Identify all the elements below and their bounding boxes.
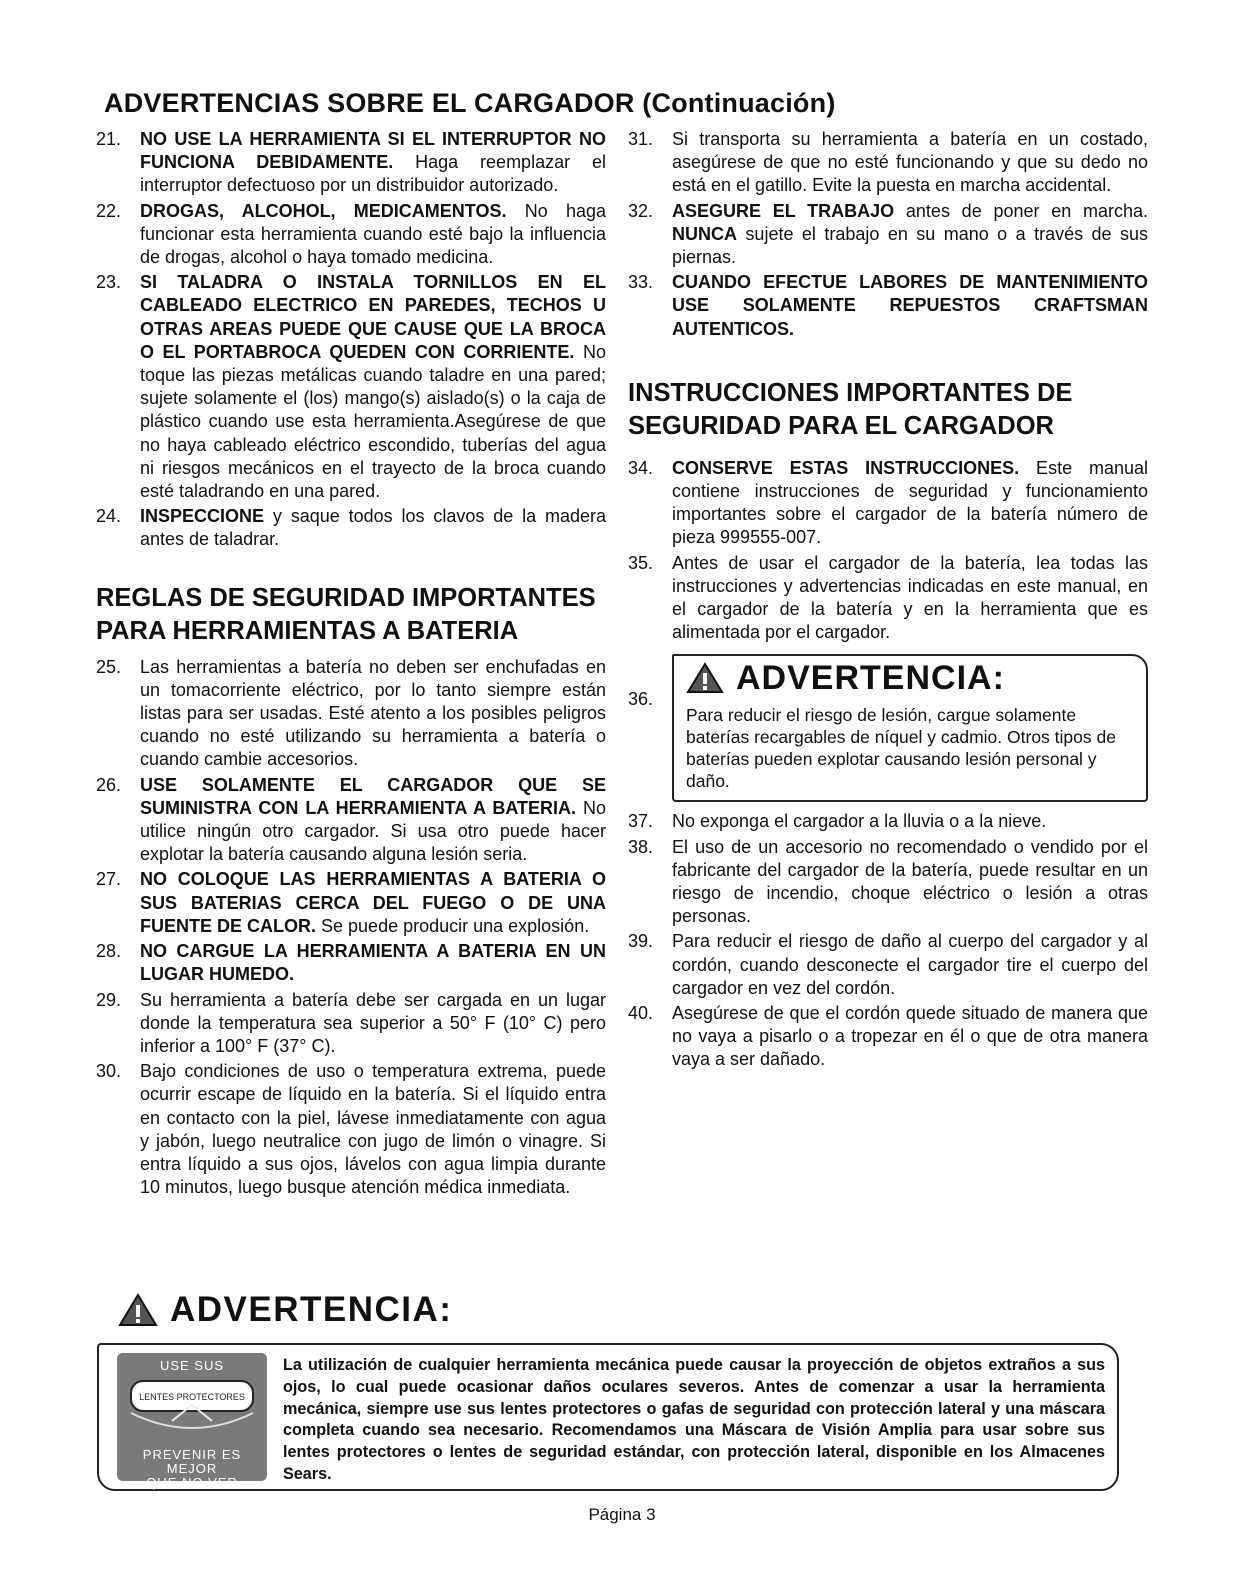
item-number: 27. (96, 869, 122, 890)
list-item (628, 457, 1148, 550)
page-number: Página 3 (588, 1505, 656, 1524)
item-text: Asegúrese de que el cordón quede situado de manera que no vaya a pisarlo o a tropezar en él o que de otra manera vaya a ser dañado. (672, 1003, 1148, 1070)
item-number: 35. (628, 552, 654, 573)
warning-triangle-icon (118, 1293, 158, 1327)
item-number: 29. (96, 989, 122, 1010)
bottom-warning-box (97, 1343, 1119, 1491)
item-text: Bajo condiciones de uso o temperatura extrema, puede ocurrir escape de líquido en la batería. Si el líquido entra en contacto con la piel, lávese inmediatamente con agua y jabón, luego neutralice con jugo de limón o vinagre. Si entra líquido a sus ojos, lávelos con agua limpia durante 10 minutos, luego busque atención médica inmediata. (140, 1061, 606, 1198)
list-item (628, 128, 1148, 198)
item-number: 30. (96, 1061, 122, 1082)
list-item (628, 271, 1148, 341)
item-text: Para reducir el riesgo de daño al cuerpo del cargador y al cordón, cuando desconecte el cargador tire el cuerpo del cargador en vez del cordón. (672, 931, 1148, 998)
item-bold-2: NUNCA (672, 223, 737, 244)
item-text: Si transporta su herramienta a batería en un costado, asegúrese de que no esté funcionando y que su dedo no está en el gatillo. Evite la puesta en marcha accidental. (672, 129, 1148, 196)
item-number: 40. (628, 1003, 654, 1024)
right-column (628, 128, 1148, 1074)
item-number: 32. (628, 200, 654, 221)
image-caption-bottom-2: QUE NO VER (146, 1475, 238, 1490)
item-text: Antes de usar el cargador de la batería, lea todas las instrucciones y advertencias indicadas en este manual, en el cargador de la batería y en la herramienta que es alimentada por el cargador. (672, 552, 1148, 643)
item-number: 22. (96, 200, 122, 221)
page-title: ADVERTENCIAS SOBRE EL CARGADOR (Continuación) (104, 88, 836, 118)
item-number: 31. (628, 129, 654, 149)
item-number: 25. (96, 656, 122, 677)
item-text: antes de poner en marcha. (894, 200, 1148, 221)
warning-box (672, 654, 1148, 802)
item-text: Se puede producir una explosión. (316, 915, 590, 936)
list-item (96, 1060, 606, 1199)
image-caption-band: LENTES PROTECTORES (139, 1392, 245, 1402)
list-item (628, 200, 1148, 270)
list-item (628, 810, 1148, 833)
list-item (96, 774, 606, 867)
item-bold: NO CARGUE LA HERRAMIENTA A BATERIA EN UN LUGAR HUMEDO. (140, 941, 606, 985)
item-bold: USE SOLAMENTE EL CARGADOR QUE SE SUMINISTRA CON LA HERRAMIENTA A BATERIA. (140, 774, 606, 818)
item-bold: CONSERVE ESTAS INSTRUCCIONES. (672, 457, 1020, 478)
list-item (96, 271, 606, 503)
bottom-warning-title: ADVERTENCIA: (170, 1290, 453, 1329)
item-number: 23. (96, 272, 122, 293)
warning-text: Para reducir el riesgo de lesión, cargue solamente baterías recargables de níquel y cadmio. Otros tipos de baterías pueden explotar causando lesión personal y daño. (686, 705, 1116, 792)
list-item (96, 200, 606, 270)
item-text: y saque todos los clavos de la madera antes de taladrar. (140, 506, 606, 550)
item-text: Su herramienta a batería debe ser cargada en un lugar donde la temperatura sea superior a 50° F (10° C) pero inferior a 100° F (37° C). (140, 989, 606, 1056)
item-bold: NO COLOQUE LAS HERRAMIENTAS A BATERIA O SUS BATERIAS CERCA DEL FUEGO O DE UNA FUENTE DE CALOR. (140, 869, 606, 936)
safety-glasses-icon (117, 1373, 267, 1443)
item-bold: NO USE LA HERRAMIENTA SI EL INTERRUPTOR NO FUNCIONA DEBIDAMENTE. (140, 129, 606, 173)
item-text: No haga funcionar esta herramienta cuando esté bajo la influencia de drogas, alcohol o haya tomado medicina. (140, 200, 606, 268)
item-text-2: sujete el trabajo en su mano o a través de sus piernas. (672, 223, 1148, 268)
warning-item (628, 654, 1148, 802)
left-column (96, 128, 606, 1201)
item-number: 21. (96, 129, 122, 149)
item-number: 38. (628, 836, 654, 857)
list-item (96, 940, 606, 986)
item-bold: ASEGURE EL TRABAJO (672, 200, 895, 221)
item-number: 34. (628, 457, 654, 478)
item-text: El uso de un accesorio no recomendado o vendido por el fabricante del cargador de la batería, puede resultar en un riesgo de incendio, choque eléctrico o lesión a otras personas. (672, 836, 1148, 927)
list-item (96, 128, 606, 198)
list-item (628, 930, 1148, 1000)
bottom-warning-text: La utilización de cualquier herramienta mecánica puede causar la proyección de objetos extraños a sus ojos, lo cual puede ocasionar daños oculares severos. Antes de comenzar a usar la herramienta mecánica, siempre use sus lentes protectores o gafas de seguridad con protección lateral y una máscara completa cuando sea necesario. Recomendamos una Máscara de Visión Amplia para usar sobre sus lentes protectores o lentes de seguridad estándar, con protección lateral, disponible en los Almacenes Sears. (283, 1356, 1105, 1483)
item-bold: DROGAS, ALCOHOL, MEDICAMENTOS. (140, 200, 507, 221)
item-bold: CUANDO EFECTUE LABORES DE MANTENIMIENTO USE SOLAMENTE REPUESTOS CRAFTSMAN AUTENTICOS. (672, 272, 1148, 339)
item-text: No utilice ningún otro cargador. Si usa otro puede hacer explotar la batería causando alguna lesión seria. (140, 797, 606, 865)
bottom-warning-heading (118, 1290, 452, 1330)
item-number: 37. (628, 811, 654, 832)
section-title-battery-rules: REGLAS DE SEGURIDAD IMPORTANTES PARA HERRAMIENTAS A BATERIA (96, 583, 596, 645)
list-item (628, 836, 1148, 929)
item-bold: SI TALADRA O INSTALA TORNILLOS EN EL CABLEADO ELECTRICO EN PAREDES, TECHOS U OTRAS AREAS PUEDE QUE CAUSE QUE LA BROCA O EL PORTABROCA QUEDEN CON CORRIENTE. (140, 272, 606, 362)
list-item (96, 656, 606, 772)
item-text: No exponga el cargador a la lluvia o a la nieve. (672, 811, 1047, 832)
item-number: 39. (628, 931, 654, 952)
image-caption-top: USE SUS (159, 1358, 225, 1373)
list-item (96, 868, 606, 938)
item-bold: INSPECCIONE (140, 506, 265, 527)
safety-glasses-image (117, 1353, 267, 1490)
item-text: Este manual contiene instrucciones de seguridad y funcionamiento importantes sobre el cargador de la batería número de pieza 999555-007. (672, 457, 1149, 548)
list-item (96, 989, 606, 1059)
item-number: 33. (628, 272, 654, 293)
list-item (628, 552, 1148, 645)
item-text: Las herramientas a batería no deben ser enchufadas en un tomacorriente eléctrico, por lo tanto siempre están listas para ser usadas. Esté atento a los posibles peligros cuando no esté utilizando su herramienta a batería o cuando cambie accesorios. (140, 656, 606, 770)
item-text: Haga reemplazar el interruptor defectuoso por un distribuidor autorizado. (140, 152, 606, 196)
item-number: 26. (96, 774, 122, 795)
item-text: No toque las piezas metálicas cuando taladre en una pared; sujete solamente el (los) mango(s) aislado(s) o la caja de plástico cuando use esta herramienta.Asegúrese de que no haya cableado eléctrico escondido, tuberías del agua ni riesgos mecánicos en el trayecto de la broca cuando esté taladrando en una pared. (140, 341, 606, 502)
warning-title: ADVERTENCIA: (736, 658, 1005, 697)
warning-triangle-icon (686, 662, 724, 694)
list-item (96, 505, 606, 551)
list-item (628, 1002, 1148, 1072)
item-number: 36. (628, 689, 654, 710)
image-caption-bottom-1: PREVENIR ES MEJOR (142, 1447, 242, 1476)
item-number: 28. (96, 941, 122, 962)
item-number: 24. (96, 506, 122, 527)
section-title-charger-instructions: INSTRUCCIONES IMPORTANTES DE SEGURIDAD PARA EL CARGADOR (628, 378, 1073, 440)
